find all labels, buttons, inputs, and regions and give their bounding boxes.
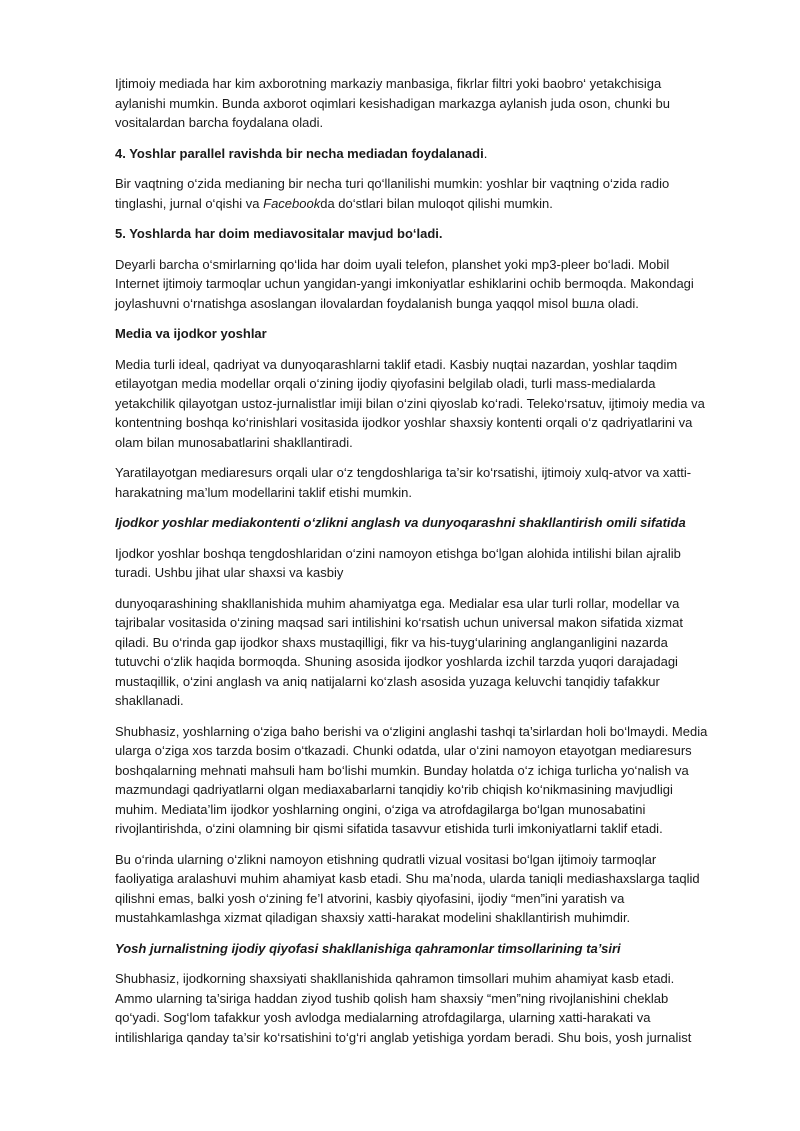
paragraph-multiple-media bbox=[115, 174, 708, 213]
paragraph-hero-influence: Shubhasiz, ijodkorning shaxsiyati shakllanishida qahramon timsollari muhim ahamiyat kasb etadi. Ammo ularning ta’siriga haddan ziyod tushib qolish ham shaxsiy “men”ning rivojlanishini cheklab qo‘yadi. Sog‘lom tafakkur yosh avlodga medialarning atrofdagilarga, ularning xatti-harakati va intilishlariga qanday ta’sir ko‘rsatishini to‘g‘ri anglab yetishiga yordam beradi. Shu bois, yosh jurnalist bbox=[115, 971, 692, 1045]
heading-parallel-media-text: 4. Yoshlar parallel ravishda bir necha mediadan foydalanadi bbox=[115, 145, 484, 161]
paragraph-mobile-devices: Deyarli barcha o‘smirlarning qo‘lida har doim uyali telefon, planshet yoki mp3-pleer bo‘ladi. Mobil Internet ijtimoiy tarmoqlar uchun yangidan-yangi imkoniyatlar eshiklarini ochib bermoqda. Makondagi joylashuvni o‘rnatishga asoslangan ilovalardan foydalanish bunga yaqqol misol bшла oladi. bbox=[115, 256, 694, 311]
paragraph-self-expression: Ijodkor yoshlar boshqa tengdoshlaridan o‘zini namoyon etishga bo‘lgan alohida intilishi bilan ajralib turadi. Ushbu jihat ular shaxsi va kasbiy bbox=[115, 545, 681, 580]
paragraph-multiple-media-a: Bir vaqtning o‘zida medianing bir necha turi qo‘llanilishi mumkin: yoshlar bir vaqtning o‘zida radio tinglashi, jurnal o‘qishi va bbox=[115, 176, 670, 211]
paragraph-peer-influence: Yaratilayotgan mediaresurs orqali ular o‘z tengdoshlariga ta’sir ko‘rsatishi, ijtimoiy xulq-atvor va xatti-harakatning ma’lum modellarini taklif etishi mumkin. bbox=[115, 465, 692, 500]
paragraph-multiple-media-b: da do‘stlari bilan muloqot qilishi mumkin. bbox=[320, 195, 553, 211]
paragraph-media-values: Media turli ideal, qadriyat va dunyoqarashlarni taklif etadi. Kasbiy nuqtai nazardan, yoshlar taqdim etilayotgan media modellar orqali o‘zining ijodiy qiyofasini belgilab oladi, turli mass-medialarda yetakchilik qilayotgan ustoz-jurnalistlar imiji bilan o‘zini qiyoslab ko‘radi. Teleko‘rsatuv, ijtimoiy media va kontentning boshqa ko‘rinishlari vositasida ijodkor yoshlar shaxsiy kontenti orqali o‘z qadriyatlarini va olam bilan munosabatlarini shakllantiradi. bbox=[115, 356, 705, 450]
heading-media-always: 5. Yoshlarda har doim mediavositalar mavjud bo‘ladi. bbox=[115, 226, 443, 241]
heading-parallel-media-suffix: . bbox=[483, 145, 488, 161]
heading-parallel-media bbox=[115, 144, 708, 164]
facebook-italic-word: Facebook bbox=[263, 195, 321, 211]
paragraph-social-media-hub: Ijtimoiy mediada har kim axborotning markaziy manbasiga, fikrlar filtri yoki baobro‘ yetakchisiga aylanishi mumkin. Bunda axborot oqimlari kesishadigan markazga aylanish juda oson, chunki bu vositalardan barcha foydalana oladi. bbox=[115, 76, 670, 130]
paragraph-worldview: dunyoqarashining shakllanishida muhim ahamiyatga ega. Medialar esa ular turli rollar, modellar va tajribalar vositasida o‘zining maqsad sari intilishini ko‘rsatish uchun universal makon sifatida xizmat qiladi. Bu o‘rinda gap ijodkor shaxs mustaqilligi, fikr va his-tuyg‘ularining anglanganligini nazarda tutuvchi o‘zlik haqida bormoqda. Shuning asosida ijodkor yoshlarda izchil tarzda yuqori darajadagi mustaqillik, o‘zini anglash va aniq natijalarni ko‘zlash asosida yuzaga keluvchi tanqidiy tafakkur shakllanadi. bbox=[115, 595, 683, 708]
heading-creative-youth-content: Ijodkor yoshlar mediakontenti o‘zlikni anglash va dunyoqarashni shakllantirish omili sifatida bbox=[115, 515, 686, 530]
paragraph-social-networks: Bu o‘rinda ularning o‘zlikni namoyon etishning qudratli vizual vositasi bo‘lgan ijtimoiy tarmoqlar faoliyatiga aralashuvi muhim ahamiyat kasb etadi. Shu ma’noda, ularda taniqli mediashaxslarga taqlid qilishni emas, balki yosh o‘zining fe’l atvorini, kasbiy qiyofasini, ijodiy “men”ini yaratish va mustahkamlashga xizmat qiladigan shaxsiy xatti-harakat modelini shakllantirish muhimdir. bbox=[115, 851, 700, 925]
heading-media-creative-youth: Media va ijodkor yoshlar bbox=[115, 326, 267, 341]
heading-hero-images: Yosh jurnalistning ijodiy qiyofasi shakllanishiga qahramonlar timsollarining ta’siri bbox=[115, 940, 621, 956]
paragraph-self-esteem: Shubhasiz, yoshlarning o‘ziga baho berishi va o‘zligini anglashi tashqi ta’sirlardan holi bo‘lmaydi. Media ularga o‘ziga xos tarzda bosim o‘tkazadi. Chunki odatda, ular o‘zini namoyon etayotgan mediaresurs boshqalarning mehnati mahsuli ham bo‘lishi mumkin. Bunday holatda o‘z ichiga turlicha yo‘nalish va mazmundagi qadriyatlarni olgan mediaxabarlarni tanqidiy ko‘rib chiqish ko‘nikmasining mavjudligi muhim. Mediata’lim ijodkor yoshlarning ongini, o‘ziga va atrofdagilarga bo‘lgan munosabatini rivojlantirishda, o‘zini olamning bir qismi sifatida tasavvur etishida turli imkoniyatlarni taklif etadi. bbox=[115, 723, 708, 836]
